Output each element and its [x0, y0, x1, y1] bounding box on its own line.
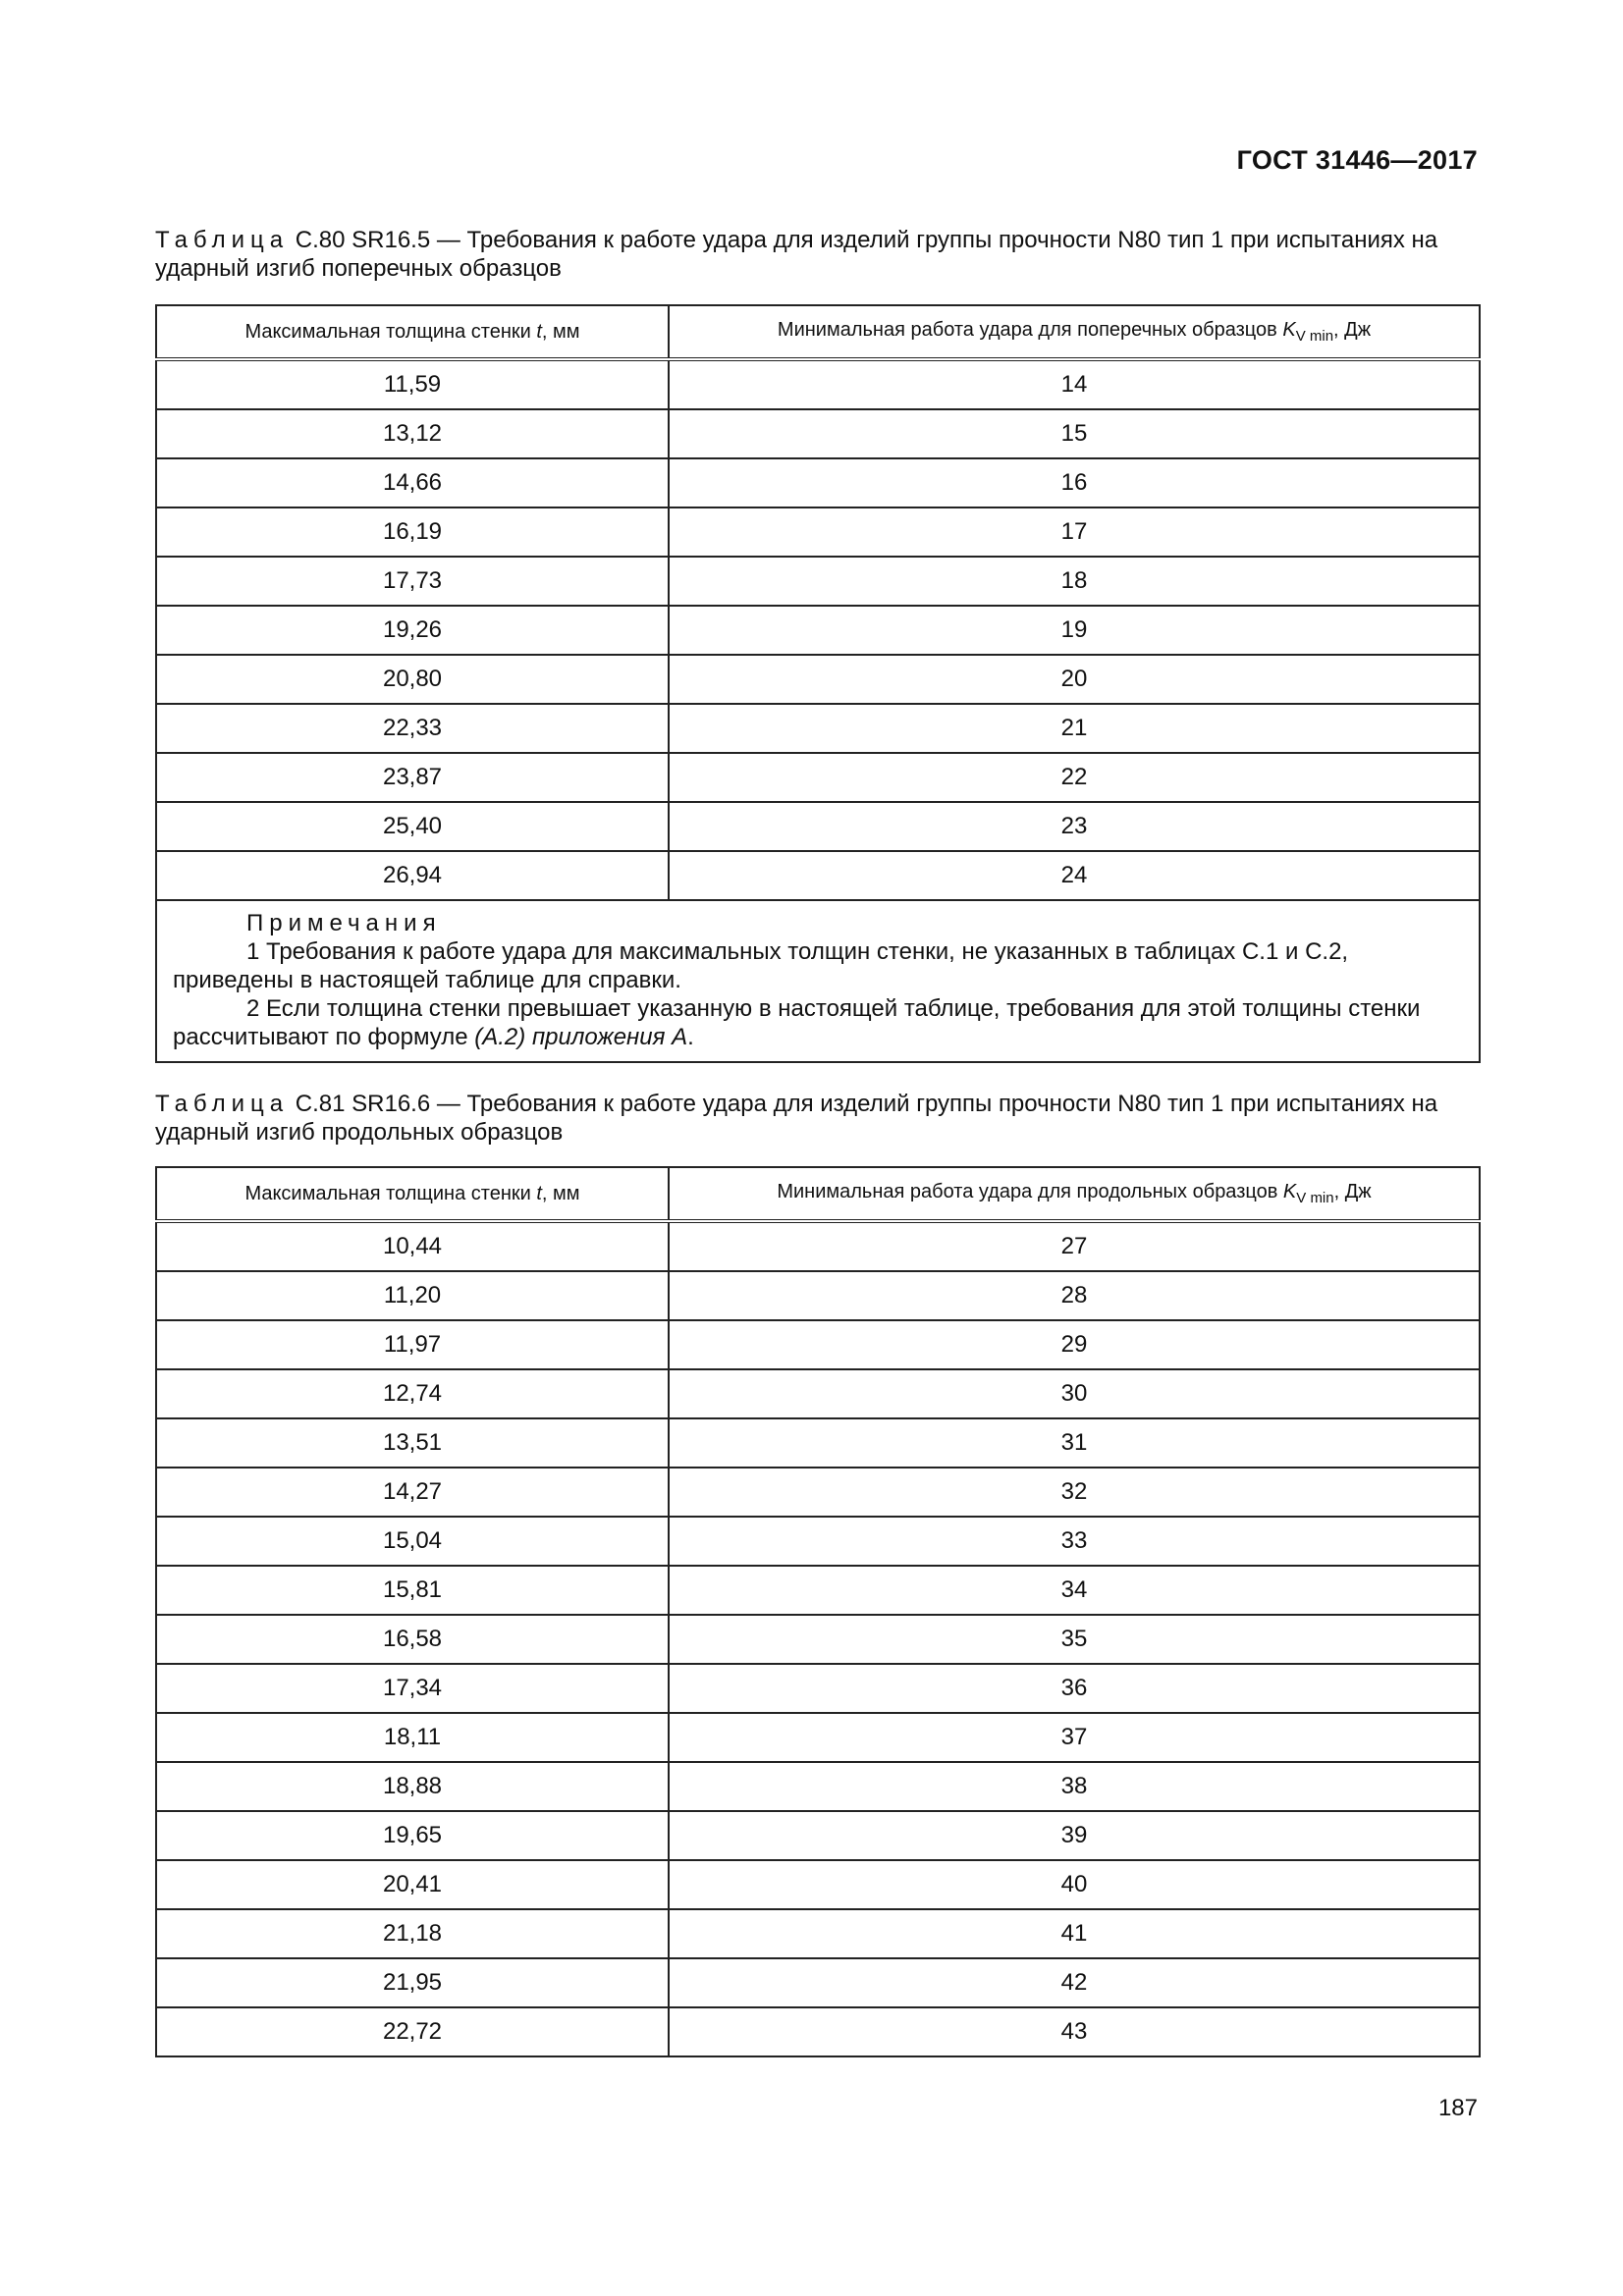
document-code: ГОСТ 31446—2017	[1236, 145, 1478, 175]
table1-caption-word: Таблица	[155, 227, 290, 253]
table-row	[156, 1713, 1480, 1762]
table-row	[156, 1517, 1480, 1566]
table-row	[156, 753, 1480, 802]
impact-energy-cell: 32	[669, 1468, 1480, 1517]
impact-energy-cell: 42	[669, 1958, 1480, 2007]
table-row	[156, 1271, 1480, 1320]
wall-thickness-cell: 21,18	[156, 1909, 669, 1958]
table-row	[156, 2007, 1480, 2056]
impact-energy-cell: 22	[669, 753, 1480, 802]
wall-thickness-cell: 17,34	[156, 1664, 669, 1713]
wall-thickness-cell: 13,51	[156, 1418, 669, 1468]
wall-thickness-cell: 14,27	[156, 1468, 669, 1517]
table2	[155, 1166, 1481, 2057]
wall-thickness-cell: 25,40	[156, 802, 669, 851]
wall-thickness-cell: 22,33	[156, 704, 669, 753]
wall-thickness-cell: 11,97	[156, 1320, 669, 1369]
impact-energy-cell: 24	[669, 851, 1480, 900]
wall-thickness-cell: 23,87	[156, 753, 669, 802]
wall-thickness-cell: 15,81	[156, 1566, 669, 1615]
formula-reference: (А.2) приложения А	[474, 1024, 688, 1050]
impact-energy-cell: 39	[669, 1811, 1480, 1860]
wall-thickness-cell: 11,59	[156, 359, 669, 409]
table1-notes	[156, 900, 1480, 1062]
table1-col2-header: Минимальная работа удара для поперечных образцов $K_{V min}$, Дж	[669, 305, 1480, 359]
table-row	[156, 359, 1480, 409]
impact-energy-cell: 17	[669, 507, 1480, 557]
wall-thickness-cell: 12,74	[156, 1369, 669, 1418]
impact-energy-cell: 40	[669, 1860, 1480, 1909]
table1-caption	[155, 226, 1479, 283]
wall-thickness-cell: 18,88	[156, 1762, 669, 1811]
table1-col1-header: Максимальная толщина стенки t, мм	[156, 305, 669, 359]
impact-energy-cell: 43	[669, 2007, 1480, 2056]
table-row	[156, 1615, 1480, 1664]
impact-energy-cell: 31	[669, 1418, 1480, 1468]
table-row	[156, 1320, 1480, 1369]
impact-energy-cell: 41	[669, 1909, 1480, 1958]
table2-col2-header: Минимальная работа удара для продольных образцов $K_{V min}$, Дж	[669, 1167, 1480, 1221]
wall-thickness-cell: 21,95	[156, 1958, 669, 2007]
table2-caption-word: Таблица	[155, 1091, 290, 1117]
wall-thickness-cell: 16,19	[156, 507, 669, 557]
table1-header-row	[156, 305, 1480, 359]
wall-thickness-cell: 18,11	[156, 1713, 669, 1762]
wall-thickness-cell: 16,58	[156, 1615, 669, 1664]
wall-thickness-cell: 10,44	[156, 1221, 669, 1271]
table-row	[156, 655, 1480, 704]
impact-energy-cell: 27	[669, 1221, 1480, 1271]
table2-caption	[155, 1090, 1479, 1147]
table-row	[156, 851, 1480, 900]
table-row	[156, 1369, 1480, 1418]
wall-thickness-cell: 15,04	[156, 1517, 669, 1566]
impact-energy-cell: 15	[669, 409, 1480, 458]
impact-energy-cell: 21	[669, 704, 1480, 753]
note-2: 2 Если толщина стенки превышает указанную в настоящей таблице, требования для этой толщины стенки рассчитывают по формуле (А.2) приложения А.	[173, 995, 1421, 1050]
table-row	[156, 1418, 1480, 1468]
impact-energy-cell: 29	[669, 1320, 1480, 1369]
impact-energy-cell: 23	[669, 802, 1480, 851]
wall-thickness-cell: 19,26	[156, 606, 669, 655]
impact-energy-cell: 16	[669, 458, 1480, 507]
table-row	[156, 1909, 1480, 1958]
table-row	[156, 606, 1480, 655]
impact-energy-cell: 36	[669, 1664, 1480, 1713]
impact-energy-cell: 20	[669, 655, 1480, 704]
table2-header-row	[156, 1167, 1480, 1221]
table-row	[156, 1664, 1480, 1713]
table2-caption-text: С.81 SR16.6 — Требования к работе удара для изделий группы прочности N80 тип 1 при испытаниях на ударный изгиб продольных образцов	[155, 1091, 1438, 1146]
wall-thickness-cell: 14,66	[156, 458, 669, 507]
table1	[155, 304, 1481, 1063]
table-row	[156, 409, 1480, 458]
table-row	[156, 1958, 1480, 2007]
wall-thickness-cell: 13,12	[156, 409, 669, 458]
table-row	[156, 1221, 1480, 1271]
wall-thickness-cell: 20,41	[156, 1860, 669, 1909]
impact-energy-cell: 33	[669, 1517, 1480, 1566]
table-row	[156, 458, 1480, 507]
table1-notes-row	[156, 900, 1480, 1062]
table-row	[156, 1762, 1480, 1811]
impact-energy-cell: 18	[669, 557, 1480, 606]
wall-thickness-cell: 19,65	[156, 1811, 669, 1860]
impact-energy-cell: 14	[669, 359, 1480, 409]
table-row	[156, 507, 1480, 557]
wall-thickness-cell: 22,72	[156, 2007, 669, 2056]
table1-caption-text: С.80 SR16.5 — Требования к работе удара для изделий группы прочности N80 тип 1 при испытаниях на ударный изгиб поперечных образцов	[155, 227, 1438, 282]
impact-energy-cell: 38	[669, 1762, 1480, 1811]
wall-thickness-cell: 20,80	[156, 655, 669, 704]
page-number: 187	[1437, 2095, 1478, 2121]
wall-thickness-cell: 26,94	[156, 851, 669, 900]
notes-title: Примечания	[246, 910, 442, 936]
table2-col1-header: Максимальная толщина стенки t, мм	[156, 1167, 669, 1221]
impact-energy-cell: 28	[669, 1271, 1480, 1320]
impact-energy-cell: 19	[669, 606, 1480, 655]
table-row	[156, 557, 1480, 606]
impact-energy-cell: 37	[669, 1713, 1480, 1762]
impact-energy-cell: 35	[669, 1615, 1480, 1664]
impact-energy-cell: 34	[669, 1566, 1480, 1615]
table-row	[156, 1860, 1480, 1909]
note-1: 1 Требования к работе удара для максимальных толщин стенки, не указанных в таблицах С.1 и С.2, приведены в настоящей таблице для справки.	[173, 938, 1349, 993]
wall-thickness-cell: 11,20	[156, 1271, 669, 1320]
table-row	[156, 802, 1480, 851]
table-row	[156, 704, 1480, 753]
wall-thickness-cell: 17,73	[156, 557, 669, 606]
impact-energy-cell: 30	[669, 1369, 1480, 1418]
table-row	[156, 1566, 1480, 1615]
table-row	[156, 1811, 1480, 1860]
table-row	[156, 1468, 1480, 1517]
